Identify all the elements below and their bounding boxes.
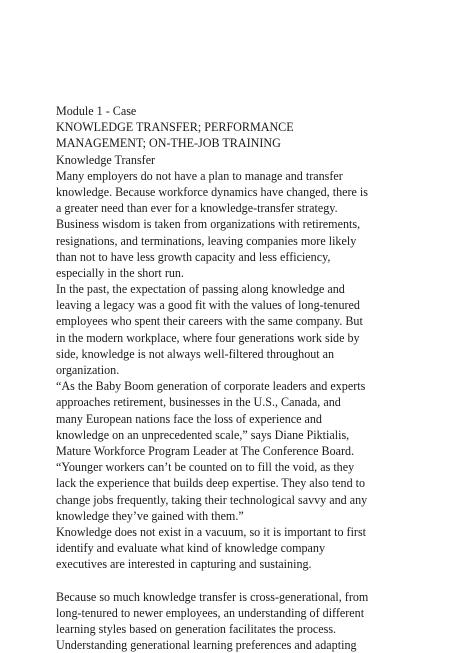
quote-text-line: knowledge they’ve gained with them.” — [56, 508, 244, 523]
case-title-line-1: KNOWLEDGE TRANSFER; PERFORMANCE — [56, 120, 294, 135]
body-text-line: Understanding generational learning preferences and adapting — [56, 638, 357, 653]
quote-text-line: many European nations face the loss of experience and — [56, 411, 322, 426]
body-text-line: knowledge. Because workforce dynamics have changed, there is — [56, 184, 368, 199]
body-text-line: a greater need than ever for a knowledge-transfer strategy. — [56, 201, 338, 216]
body-text-line: long-tenured to newer employees, an understanding of different — [56, 605, 365, 620]
body-text-line: organization. — [56, 363, 120, 377]
module-heading: Module 1 - Case — [56, 104, 137, 118]
body-text-line: side, knowledge is not always well-filtered throughout an — [56, 346, 335, 361]
paragraph-spacer — [56, 572, 446, 588]
quote-text-line: lack the experience that builds deep expertise. They also tend to — [56, 476, 366, 491]
quote-text-line: change jobs frequently, taking their technological savvy and any — [56, 492, 368, 507]
body-text-line: than not to have less growth capacity and less efficiency, — [56, 249, 331, 264]
body-text-line: executives are interested in capturing and sustaining. — [56, 557, 312, 572]
body-text-line: Because so much knowledge transfer is cross-generational, from — [56, 589, 369, 604]
quote-text-line: “Younger workers can’t be counted on to fill the void, as they — [56, 460, 355, 475]
quote-text-line: “As the Baby Boom generation of corporate leaders and experts — [56, 379, 366, 394]
quote-text-line: knowledge on an unprecedented scale,” says Diane Piktialis, — [56, 427, 350, 442]
body-text-line: Knowledge does not exist in a vacuum, so it is important to first — [56, 524, 367, 539]
body-text-line: Many employers do not have a plan to manage and transfer — [56, 168, 343, 183]
quote-text-line: approaches retirement, businesses in the U.S., Canada, and — [56, 395, 341, 410]
body-text-line: identify and evaluate what kind of knowledge company — [56, 541, 326, 556]
section-heading: Knowledge Transfer — [56, 152, 156, 167]
document-page — [56, 103, 446, 653]
quote-text-line: Mature Workforce Program Leader at The Conference Board. — [56, 443, 355, 458]
body-text-line: in the modern workplace, where four generations work side by — [56, 330, 360, 345]
case-title-line-2: MANAGEMENT; ON-THE-JOB TRAINING — [56, 136, 281, 151]
body-text-line: leaving a legacy was a good fit with the values of long-tenured — [56, 298, 360, 313]
body-text-line: resignations, and terminations, leaving companies more likely — [56, 233, 357, 248]
body-text-line: employees who spent their careers with the same company. But — [56, 314, 363, 329]
body-text-line: Business wisdom is taken from organizations with retirements, — [56, 217, 361, 232]
body-text-line: In the past, the expectation of passing along knowledge and — [56, 282, 345, 297]
body-text-line: especially in the short run. — [56, 265, 184, 280]
body-text-line: learning styles based on generation facilitates the process. — [56, 622, 337, 636]
